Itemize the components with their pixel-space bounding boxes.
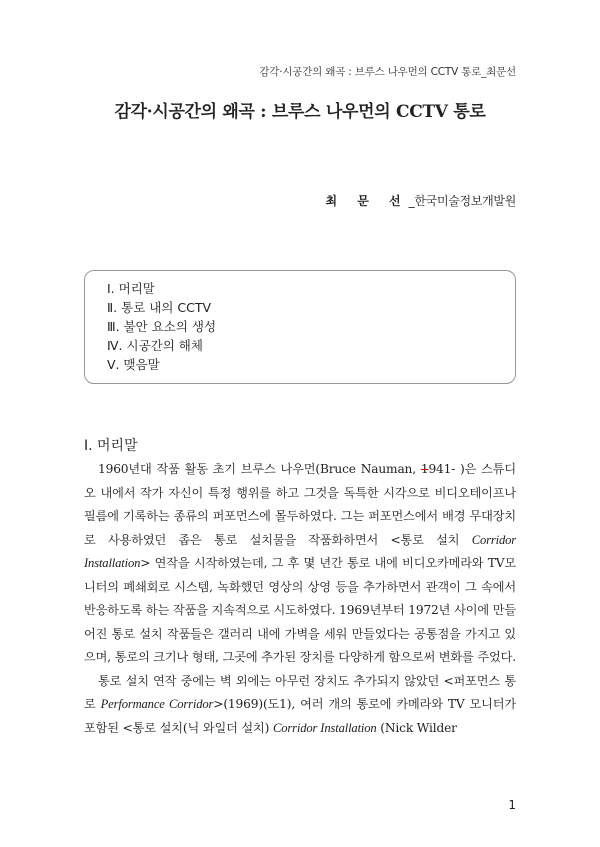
- toc-item: Ⅱ. 통로 내의 CCTV: [107, 300, 212, 315]
- toc-item: Ⅳ. 시공간의 해체: [107, 338, 203, 353]
- page-title: 감각·시공간의 왜곡 : 브루스 나우먼의 CCTV 통로: [114, 102, 486, 122]
- paragraph: 통로 설치 연작 중에는 벽 외에는 아무런 장치도 추가되지 않았던 <퍼포먼스 통로 Performance Corridor>(1969)(도1), 여러 개의 통로에 카메라와 TV 모니터가 포함된 <통로 설치(닉 와일더 설치) Corridor Installation (Nick Wilder: [84, 673, 516, 735]
- author-line: [326, 192, 516, 209]
- table-of-contents: [84, 270, 516, 384]
- author-name: 최 문 선: [325, 194, 409, 208]
- paragraph: 1960년대 작품 활동 초기 브루스 나우먼(Bruce Nauman, 1941- )은 스튜디오 내에서 작가 자신이 특정 행위를 하고 그것을 독특한 시각으로 비디오테이프나 필름에 기록하는 종류의 퍼포먼스에 몰두하였다. 그는 퍼포먼스에서 배경 무대장치로 사용하였던 좁은 통로 설치물을 작품화하면서 <통로 설치 Corridor Installation> 연작을 시작하였는데, 그 후 몇 년간 통로 내에 비디오카메라와 TV모니터의 폐쇄회로 시스템, 녹화했던 영상의 상영 등을 추가하면서 관객이 그 속에서 반응하도록 하는 작품을 지속적으로 시도하였다. 1969년부터 1972년 사이에 만들어진 통로 설치 작품들은 갤러리 내에 가벽을 세워 만들었다는 공통점을 가지고 있으며, 통로의 크기나 형태, 그곳에 추가된 장치를 다양하게 함으로써 변화를 주었다.: [84, 462, 516, 664]
- toc-item: Ⅲ. 불안 요소의 생성: [107, 319, 217, 334]
- toc-item: Ⅴ. 맺음말: [107, 357, 160, 372]
- author-affiliation: _한국미술정보개발원: [408, 194, 516, 208]
- running-header: 감각·시공간의 왜곡 : 브루스 나우먼의 CCTV 통로_최문선: [259, 66, 516, 78]
- page-number: 1: [508, 798, 516, 812]
- toc-item: Ⅰ. 머리말: [107, 281, 155, 296]
- body-text: [84, 458, 516, 740]
- section-heading: Ⅰ. 머리말: [84, 438, 138, 454]
